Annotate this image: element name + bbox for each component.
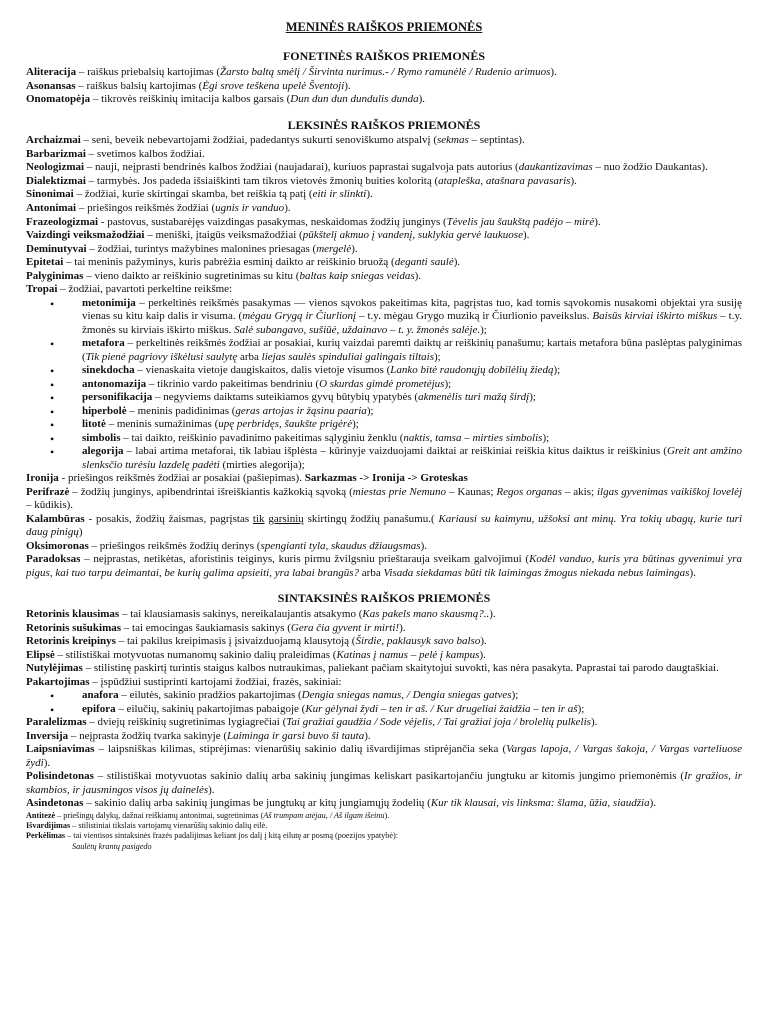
perkelimas-example: Saulėtų krantų pasigedo [72, 841, 152, 851]
list-item-metonimija: • metonimija – perkeltinės reikšmės pasakymas — vienos sąvokos pakeitimas kita, pagrįstas tuo, kad tomis sąvokomis nusakomi objektai yra susiję vienas su kitu kaip dalis ir visuma. (mėgau Grygą ir Čiurlionį – t.y. mėgau Grygo muziką ir Čiurlionio paveikslus. Baisūs kirviai iškirto miškus – t.y. žmonės su kirviais iškirto miškus. Salė subangavo, sušiūė, uždainavo – t. y. žmonės salėje.); [82, 297, 742, 338]
entry-paralelizmas: Paralelizmas – dviejų reiškinių sugretinimas lygiagrečiai (Tai gražiai gaudžia / Sode vėjelis, / Tai gražiai joja / brolelių pulkelis). [26, 716, 598, 729]
entry-neologizmai: Neologizmai – nauji, neįprasti bendrinės kalbos žodžiai (naujadarai), kuriuos paprastai sugalvoja pats autorius (daukantizavimas – nuo žodžio Daukantas). [26, 161, 708, 174]
pakartojimai-list [26, 689, 742, 716]
entry-retorinis-susukimas: Retorinis sušukimas – tai emocingas šaukiamasis sakinys (Gera čia gyvent ir mirti!). [26, 621, 406, 634]
list-item-antonomazija: • antonomazija – tikrinio vardo pakeitimas bendriniu (O skurdas gimdė prometėjus); [82, 378, 742, 392]
entry-palyginimas: Palyginimas – vieno daikto ar reiškinio sugretinimas su kitu (baltas kaip sniegas veidas). [26, 269, 422, 282]
entry-vaizdingi-veiksmazodziai: Vaizdingi veiksmažodžiai – meniški, įtaigūs veiksmažodžiai (pūkštelį akmuo į vandenį, suklykia gervė laukuose). [26, 229, 530, 242]
list-item-personifikacija: • personifikacija – negyviems daiktams suteikiamos gyvų būtybių ypatybės (akmenėlis turi mažą širdį); [82, 391, 742, 405]
section-heading: FONETINĖS RAIŠKOS PRIEMONĖS [282, 49, 486, 64]
entry-polisindetonas: Polisindetonas – stilistiškai motyvuotas sakinio dalių arba sakinių jungimas keliskart pasikartojančiu jungtuku ar kitomis jungimo priemonėmis (Ir gražios, ir skambios, ir jausmingos visos jų dainelės). [26, 770, 742, 796]
page-title: MENINĖS RAIŠKOS PRIEMONĖS [285, 20, 483, 34]
entry-retorinis-klausimas: Retorinis klausimas – tai klausiamasis sakinys, nereikalaujantis atsakymo (Kas pakels mano skausmą?..). [26, 608, 496, 621]
entry-nutylejimas: Nutylėjimas – stilistinę paskirtį turintis staigus kalbos nutraukimas, paliekant pačiam skaitytojui suvokti, kas nėra pasakyta. Paprastai tai parodo daugtaškiai. [26, 662, 719, 675]
entry-frazeologizmai: Frazeologizmai - pastovus, sustabarėjęs vaizdingas pasakymas, neskaidomas žodžių junginys (Tėvelis jau šaukštą padėjo – mirė). [26, 215, 601, 228]
entry-paradoksas: Paradoksas – neįprastas, netikėtas, aforistinis teiginys, kuris pirmu žvilgsniu prieštarauja sveikam galvojimui (Kodėl vanduo, kuris yra būtinas gyvenimui yra pigus, kai tuo tarpu deimantai, be kurių galima apsieiti, yra labai brangūs? arba Visada siekdamas būti tik laimingas žmogus niekada nebus laimingas). [26, 553, 742, 579]
entry-sinonimai: Sinonimai – žodžiai, kurie skirtingai skamba, bet reiškia tą patį (eiti ir slinkti). [26, 188, 373, 201]
section-heading: SINTAKSINĖS RAIŠKOS PRIEMONĖS [277, 591, 491, 606]
entry-tropai: Tropai – žodžiai, pavartoti perkeltine reikšme: [26, 283, 233, 296]
entry-isvardijimas: Išvardijimas – stilistiniai tikslais vartojamų vienarūšių sakinio dalių eilė. [26, 821, 268, 831]
entry-ironija: Ironija - priešingos reikšmės žodžiai ar posakiai (pašiepimas). Sarkazmas -> Ironija -> Groteskas [26, 472, 468, 485]
entry-kalamburas: Kalambūras - posakis, žodžių žaismas, pagrįstas tik garsinių skirtingų žodžių panašumu.( Kariausi su kaimynu, užšoksi ant minų. Yra tokių ubagų, kurie turi daug pinigų) [26, 512, 743, 539]
entry-asindetonas: Asindetonas – sakinio dalių arba sakinių jungimas be jungtukų ar kitų jungiamųjų žodelių (Kur tik klausai, vis linksma: šlama, ūžia, siaudžia). [26, 797, 657, 810]
entry-laipsniavimas: Laipsniavimas – laipsniškas kilimas, stiprėjimas: vienarūšių sakinio dalių išvardijimas stiprėjančia seka (Vargas lapoja, / Vargas šakoja, / Vargas varteliuose žydi). [26, 743, 742, 769]
entry-antiteze: Antitezė – priešingų dalykų, dažnai reiškiamų antonimai, sugretinimas (Aš trumpam atėjau, / Aš ilgam išeinu). [26, 810, 390, 820]
list-item-alegorija: • alegorija – labai artima metaforai, tik labiau išplėsta – kūrinyje vaizduojami daiktai ar reiškiniai reiškia kitus daiktus ir reiškinius (Greit ant amžino slenksčio turėsiu lazdelę padėti (mirties alegorija); [82, 445, 742, 472]
list-item-epifora: • epifora – eilučių, sakinių pakartojimas pabaigoje (Kur gėlynai žydi – ten ir aš. / Kur drugeliai žaidžia – ten ir aš); [82, 703, 742, 717]
section-heading: LEKSINĖS RAIŠKOS PRIEMONĖS [287, 117, 481, 132]
entry-inversija: Inversija – neįprasta žodžių tvarka sakinyje (Laiminga ir garsi buvo ši tauta). [26, 729, 371, 742]
list-item-anafora: • anafora – eilutės, sakinio pradžios pakartojimas (Dengia sniegas namus, / Dengia sniegas gatves); [82, 689, 742, 703]
list-item-litote: • litotė – meninis sumažinimas (upę perbridęs, šaukšte prigėrė); [82, 418, 742, 432]
entry-perkelimas: Perkėlimas – tai vientisos sintaksinės frazės padalijimas keliant jos dalį į kitą eilutę ar posmą (poezijos ypatybė): [26, 831, 398, 841]
entry-deminutyvai: Deminutyvai – žodžiai, turintys mažybines malonines priesagas (mergelė). [26, 242, 358, 255]
entry-antonimai: Antonimai – priešingos reikšmės žodžiai (ugnis ir vanduo). [26, 202, 291, 214]
section-sintaksines [26, 591, 742, 851]
entry-perifraze: Perifrazė – žodžių junginys, apibendrintai išreiškiantis kažkokią sąvoką (miestas prie Nemuno – Kaunas; Regos organas – akis; ilgas gyvenimas vaikiškoj lovelėj – kūdikis). [26, 485, 743, 512]
section-fonetines [26, 49, 742, 106]
entry-dialektizmai: Dialektizmai – tarmybės. Jos padeda išsiaiškinti tam tikros vietovės žmonių buities koloritą (atapleška, atašnara pavasaris). [26, 174, 577, 187]
section-leksines [26, 118, 742, 581]
tropai-list [26, 297, 742, 473]
entry-archaizmai: Archaizmai – seni, beveik nebevartojami žodžiai, padedantys sukurti senoviškumo atspalvį (sekmas – septintas). [26, 134, 525, 147]
list-item-hiperbole: • hiperbolė – meninis padidinimas (geras artojas ir žąsinu paaria); [82, 405, 742, 419]
entry-barbarizmai: Barbarizmai – svetimos kalbos žodžiai. [26, 147, 205, 160]
entry-asonansas: Asonansas – raiškus balsių kartojimas (Ėgi srove teškena upelė Šventoji). [26, 79, 351, 92]
entry-onomatopeja: Onomatopėja – tikrovės reiškinių imitacija kalbos garsais (Dun dun dun dundulis dunda). [26, 93, 426, 106]
entry-elipse: Elipsė – stilistiškai motyvuotas numanomų sakinio dalių praleidimas (Katinas į namus – pelė į kampus). [26, 648, 486, 661]
entry-pakartojimas: Pakartojimas – įspūdžiui sustiprinti kartojami žodžiai, frazės, sakiniai: [26, 675, 342, 688]
entry-epitetai: Epitetai – tai meninis pažyminys, kuris pabrėžia esminį daikto ar reiškinio bruožą (deganti saulė). [26, 256, 461, 269]
list-item-sinekdocha: • sinekdocha – vienaskaita vietoje daugiskaitos, dalis vietoje visumos (Lanko bitė raudonųjų dobilėlių žiedą); [82, 364, 742, 378]
list-item-simbolis: • simbolis – tai daikto, reiškinio pavadinimo pakeitimas sąlyginiu ženklu (naktis, tamsa – mirties simbolis); [82, 432, 742, 446]
list-item-metafora: • metafora – perkeltinės reikšmės žodžiai ar posakiai, kurių vaizdai paremti daiktų ar reiškinių panašumu; kartais metafora būna paslėptas palyginimas (Tik pienė pagriovy iškėlusi saulytę arba liejas saulės spinduliai galingais tiltais); [82, 337, 742, 364]
entry-oksimoronas: Oksimoronas – priešingos reikšmės žodžių derinys (spengianti tyla, skaudus džiaugsmas). [26, 539, 427, 552]
entry-retorinis-kreipinys: Retorinis kreipinys – tai pakilus kreipimasis į įsivaizduojamą klausytoją (Širdie, paklausyk savo balso). [26, 635, 487, 648]
entry-aliteracija: Aliteracija – raiškus priebalsių kartojimas (Žarsto baltą smėlį / Širvinta nurimus.- / Rymo ramunėlė / Rudenio arimuos). [26, 66, 557, 79]
